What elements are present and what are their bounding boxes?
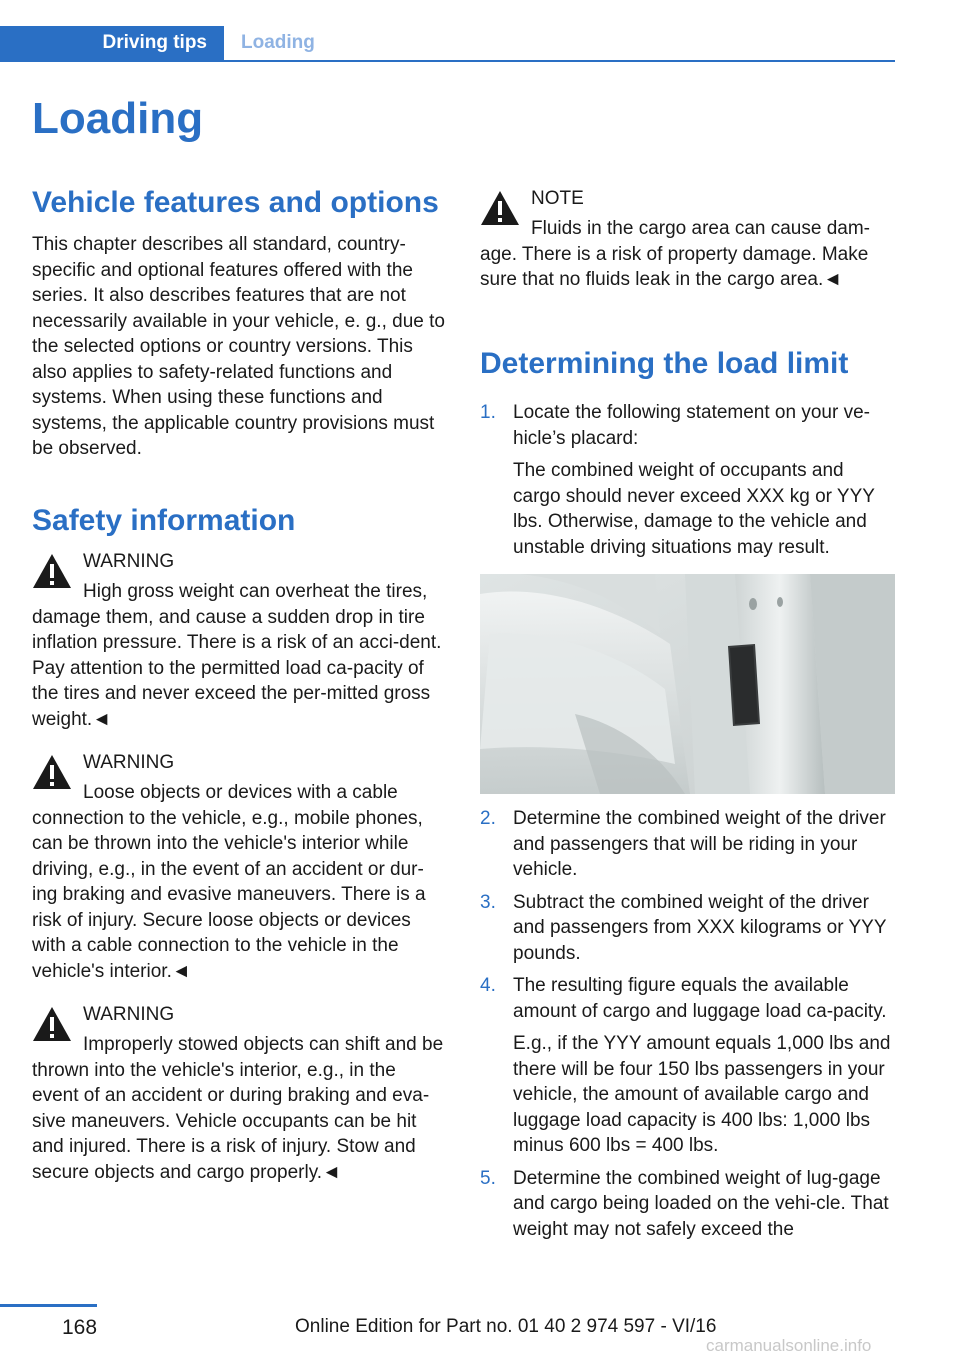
- step-text: Determine the combined weight of the driver and passengers that will be riding in your vehicle.: [513, 808, 886, 880]
- step-text: Locate the following statement on your ve‐hicle’s placard:: [513, 402, 870, 449]
- warning-triangle-icon: [480, 190, 520, 226]
- tab-driving-tips[interactable]: Driving tips: [0, 26, 224, 60]
- note-text: Fluids in the cargo area can cause dam‐age. There is a risk of property damage. Make sure that no fluids leak in the cargo area.◄: [480, 218, 871, 290]
- step-text: Subtract the combined weight of the driver and passengers from XXX kilograms or YYY pounds.: [513, 891, 887, 964]
- list-item: [480, 806, 894, 883]
- placard-location-illustration: [480, 574, 895, 794]
- warning-triangle-icon: [32, 553, 72, 589]
- page-title: Loading: [32, 94, 204, 143]
- heading-determining-load-limit: Determining the load limit: [480, 347, 849, 380]
- tab-loading[interactable]: Loading: [241, 32, 315, 53]
- heading-vehicle-features: Vehicle features and options: [32, 186, 439, 219]
- list-item: [480, 400, 894, 560]
- list-item: [480, 973, 894, 1159]
- step-number: 2.: [480, 808, 496, 829]
- warning-label: WARNING: [83, 1004, 175, 1025]
- header-tab-bar: [0, 26, 895, 62]
- list-item: [480, 890, 894, 967]
- watermark: carmanualsonline.info: [706, 1336, 872, 1355]
- warning-label: WARNING: [83, 752, 175, 773]
- note-label: NOTE: [531, 188, 584, 209]
- step-subtext: The combined weight of occupants and cargo should never exceed XXX kg or YYY lbs. Otherwise, damage to the vehicle and unstable driving situations may result.: [513, 460, 875, 558]
- warning-text: Loose objects or devices with a cable connection to the vehicle, e.g., mobile phones, can be thrown into the vehicle's interior while driving, e.g., in the event of an accident or dur‐ing braking and evasive maneuvers. There is a risk of injury. Secure loose objects or devices with a cable connection to the vehicle in the vehicle's interior.◄: [32, 782, 426, 982]
- warning-text: Improperly stowed objects can shift and be thrown into the vehicle's interior, e.g., in the event of an accident or during braking and eva‐sive maneuvers. Vehicle occupants can be hit and injured. There is a risk of injury. Stow and secure objects and cargo properly.◄: [32, 1034, 444, 1183]
- warning-label: WARNING: [83, 551, 175, 572]
- step-number: 1.: [480, 402, 496, 423]
- step-number: 4.: [480, 975, 496, 996]
- warning-text: High gross weight can overheat the tires, damage them, and cause a sudden drop in tire inflation pressure. There is a risk of an acci‐dent. Pay attention to the permitted load ca‐pacity of the tires and never exceed the per‐mitted gross weight.◄: [32, 581, 442, 730]
- footer-rule: [0, 1304, 97, 1307]
- seat-placard-image: [480, 574, 895, 794]
- edition-info: Online Edition for Part no. 01 40 2 974 597 - VI/16: [295, 1316, 717, 1337]
- step-text: Determine the combined weight of lug‐gage and cargo being loaded on the vehi‐cle. That weight may not safely exceed the: [513, 1167, 889, 1240]
- step-text: The resulting figure equals the available amount of cargo and luggage load ca‐pacity.: [513, 975, 887, 1022]
- vehicle-features-body: This chapter describes all standard, country-specific and optional features offered with the series. It also describes features that are not necessarily available in your vehicle, e. g., due to the selected options or country versions. This also applies to safety-related functions and systems. When using these functions and systems, the applicable country provisions must be observed.: [32, 234, 445, 459]
- warning-triangle-icon: [32, 1006, 72, 1042]
- step-number: 5.: [480, 1167, 496, 1189]
- page-number: 168: [62, 1316, 98, 1339]
- warning-block-3: [32, 1002, 446, 1185]
- steps-list-top: [480, 400, 894, 560]
- heading-safety-information: Safety information: [32, 504, 296, 537]
- warning-block-1: [32, 549, 446, 732]
- list-item: [480, 1166, 894, 1243]
- note-block: [480, 186, 894, 293]
- warning-block-2: [32, 750, 446, 984]
- step-subtext: E.g., if the YYY amount equals 1,000 lbs and there will be four 150 lbs passengers in your vehicle, the amount of available cargo and luggage load capacity is 400 lbs: 1,000 lbs minus 600 lbs = 400 lbs.: [513, 1033, 891, 1156]
- step-number: 3.: [480, 891, 496, 913]
- steps-list-bottom: [480, 806, 894, 1242]
- warning-triangle-icon: [32, 754, 72, 790]
